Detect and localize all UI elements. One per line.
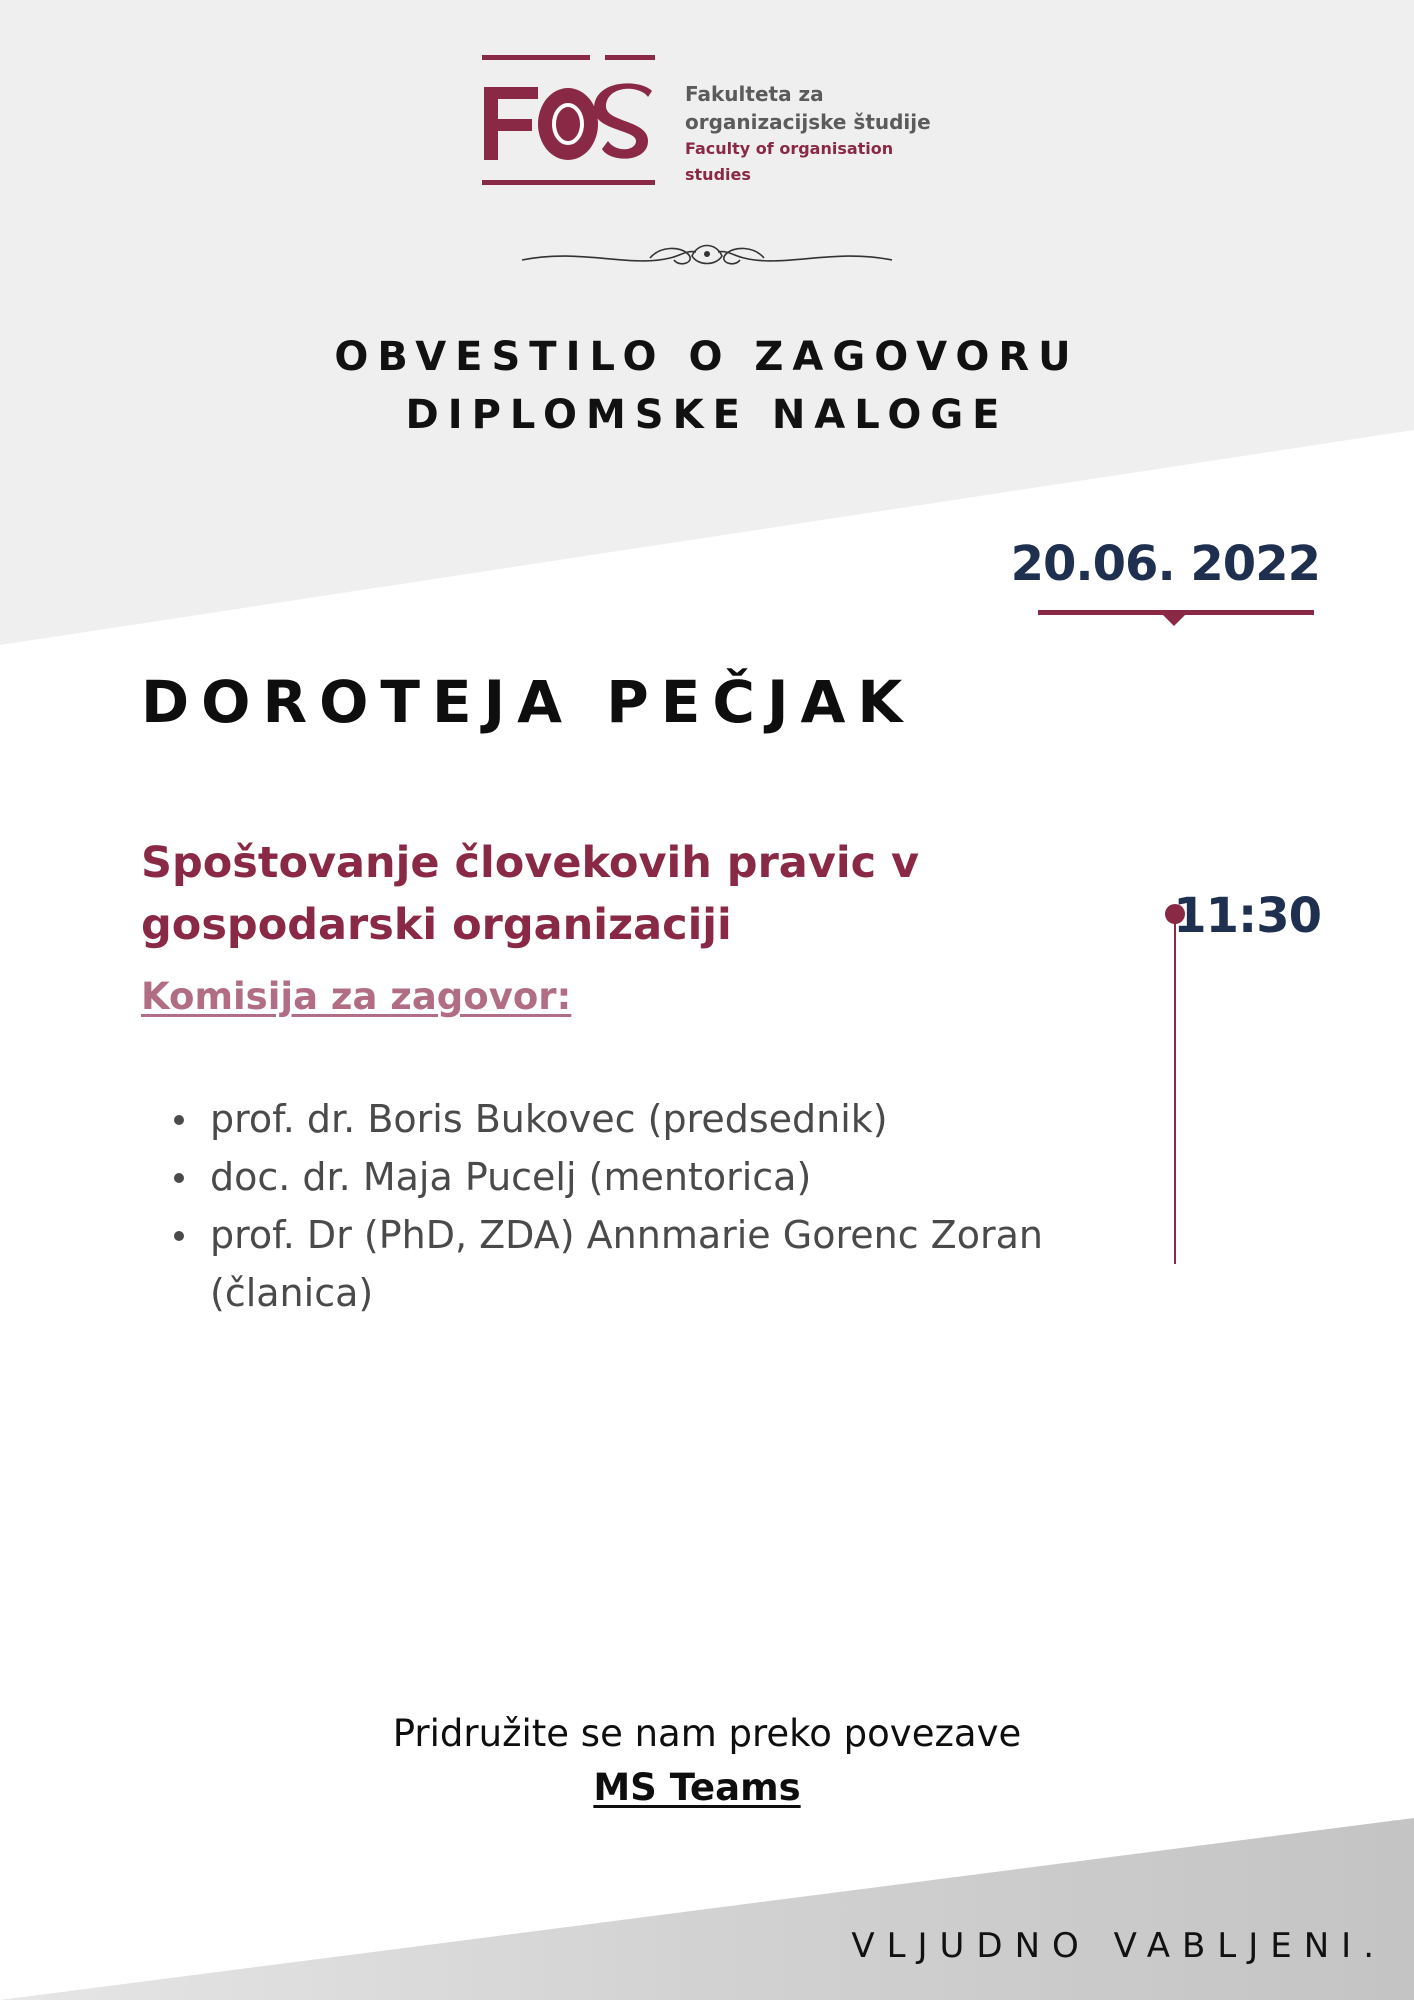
page-title-line2: DIPLOMSKE NALOGE [405,392,1009,438]
faculty-name-slovene-line2: organizacijske študije [685,110,931,134]
ms-teams-link[interactable]: MS Teams [593,1766,801,1809]
committee-member: prof. Dr (PhD, ZDA) Annmarie Gorenc Zoran (članica) [166,1206,1146,1322]
committee-member: doc. dr. Maja Pucelj (mentorica) [166,1148,1146,1206]
thesis-title: Spoštovanje človekovih pravic v gospodarski organizaciji [141,838,920,950]
join-text: Pridružite se nam preko povezave [392,1712,1022,1755]
event-time: 11:30 [1173,888,1321,944]
committee-label: Komisija za zagovor: [141,975,572,1018]
footer-invitation: VLJUDNO VABLJENI. [851,1926,1386,1966]
date-pointer-icon [1163,615,1185,626]
timeline-line [1174,914,1176,1264]
page-title [0,328,1414,444]
faculty-name-slovene-line1: Fakulteta za [685,82,824,106]
committee-member: prof. dr. Boris Bukovec (predsednik) [166,1090,1146,1148]
event-date: 20.06. 2022 [1010,536,1320,592]
faculty-name-english: Faculty of organisation studies [685,139,894,184]
decorative-flourish-icon [520,238,894,274]
fos-logo-mark [480,55,660,190]
committee-members-list [166,1090,1146,1322]
fos-logo [480,55,940,190]
candidate-name: DOROTEJA PEČJAK [141,668,915,736]
page-title-line1: OBVESTILO O ZAGOVORU [334,334,1080,380]
faculty-name [685,80,940,188]
